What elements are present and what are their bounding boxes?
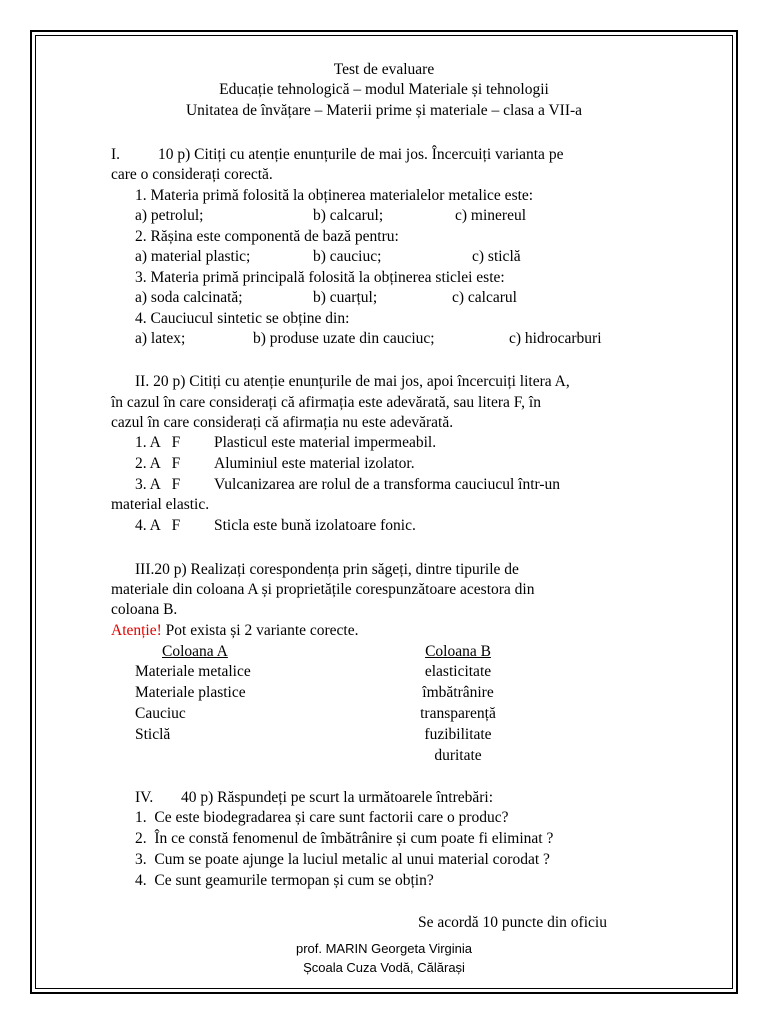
section4-intro: 40 p) Răspundeți pe scurt la următoarele întrebări:	[181, 789, 494, 806]
school-name: Școala Cuza Vodă, Călărași	[303, 960, 465, 975]
q4-option-a: a) latex;	[135, 330, 186, 347]
q1-option-c: c) minereul	[455, 207, 527, 224]
q3-option-c: c) calcarul	[452, 289, 517, 306]
open-question: 4. Ce sunt geamurile termopan și cum se obțin?	[135, 872, 434, 889]
column-b-header: Coloana B	[425, 643, 491, 660]
column-b-item: elasticitate	[424, 663, 492, 680]
column-a-item: Materiale plastice	[135, 684, 246, 701]
tf-item-text: Aluminiul este material izolator.	[214, 455, 415, 472]
doc-title: Test de evaluare	[333, 61, 435, 78]
tf-item-text: Sticla este bună izolatoare fonic.	[214, 517, 416, 534]
q2-option-a: a) material plastic;	[135, 248, 251, 265]
tf-item-number: 2. A F	[135, 455, 181, 472]
column-a-item: Sticlă	[135, 726, 171, 743]
q4-text: 4. Cauciucul sintetic se obține din:	[135, 310, 350, 327]
q1-option-a: a) petrolul;	[135, 207, 204, 224]
open-question: 3. Cum se poate ajunge la luciul metalic al unui material corodat ?	[135, 851, 550, 868]
column-b-item: îmbătrânire	[422, 684, 494, 701]
q4-option-b: b) produse uzate din cauciuc;	[253, 330, 435, 347]
doc-unit: Unitatea de învățare – Materii prime și materiale – clasa a VII-a	[185, 102, 583, 119]
tf-item-number: 4. A F	[135, 517, 181, 534]
attention-label: Atenție!	[111, 622, 162, 639]
section2-intro-cont2: cazul în care considerați că afirmația nu este adevărată.	[111, 414, 454, 431]
column-a-header: Coloana A	[162, 643, 228, 660]
author-name: prof. MARIN Georgeta Virginia	[295, 941, 473, 956]
column-a-item: Cauciuc	[135, 705, 186, 722]
section1-number: I.	[111, 146, 121, 163]
q3-option-b: b) cuarțul;	[313, 289, 378, 306]
q1-text: 1. Materia primă folosită la obținerea materialelor metalice este:	[135, 187, 534, 204]
column-b-item: transparență	[420, 705, 496, 722]
q3-text: 3. Materia primă principală folosită la obținerea sticlei este:	[135, 269, 505, 286]
tf-item-text-cont: material elastic.	[111, 496, 210, 513]
doc-subtitle: Educație tehnologică – modul Materiale și tehnologii	[219, 81, 549, 98]
tf-item-text: Vulcanizarea are rolul de a transforma cauciucul într-un	[214, 476, 561, 493]
section3-intro-cont1: materiale din coloana A și proprietățile corespunzătoare acestora din	[111, 581, 535, 598]
section2-intro: II. 20 p) Citiți cu atenție enunțurile de mai jos, apoi încercuiți litera A,	[135, 373, 570, 390]
tf-item-number: 3. A F	[135, 476, 181, 493]
section3-intro: III.20 p) Realizați corespondența prin săgeți, dintre tipurile de	[135, 561, 519, 578]
column-a-item: Materiale metalice	[135, 663, 251, 680]
q4-option-c: c) hidrocarburi	[509, 330, 602, 347]
column-b-item: duritate	[434, 747, 482, 764]
q2-text: 2. Rășina este componentă de bază pentru:	[135, 228, 399, 245]
tf-item-number: 1. A F	[135, 434, 181, 451]
tf-item-text: Plasticul este material impermeabil.	[214, 434, 437, 451]
q2-option-c: c) sticlă	[472, 248, 521, 265]
section4-number: IV.	[135, 789, 154, 806]
section3-intro-cont2: coloana B.	[111, 601, 178, 618]
q2-option-b: b) cauciuc;	[313, 248, 382, 265]
q3-option-a: a) soda calcinată;	[135, 289, 243, 306]
q1-option-b: b) calcarul;	[313, 207, 384, 224]
open-question: 2. În ce constă fenomenul de îmbătrânire și cum poate fi eliminat ?	[135, 830, 554, 847]
bonus-points-note: Se acordă 10 puncte din oficiu	[418, 914, 607, 931]
attention-text: Pot exista și 2 variante corecte.	[161, 622, 359, 639]
open-question: 1. Ce este biodegradarea și care sunt factorii care o produc?	[135, 809, 509, 826]
attention-note	[111, 621, 359, 641]
section1-intro: 10 p) Citiți cu atenție enunțurile de mai jos. Încercuiți varianta pe	[158, 146, 564, 163]
column-b-item: fuzibilitate	[424, 726, 492, 743]
section2-intro-cont1: în cazul în care considerați că afirmația este adevărată, sau litera F, în	[111, 394, 541, 411]
section1-intro-cont: care o considerați corectă.	[111, 166, 273, 183]
